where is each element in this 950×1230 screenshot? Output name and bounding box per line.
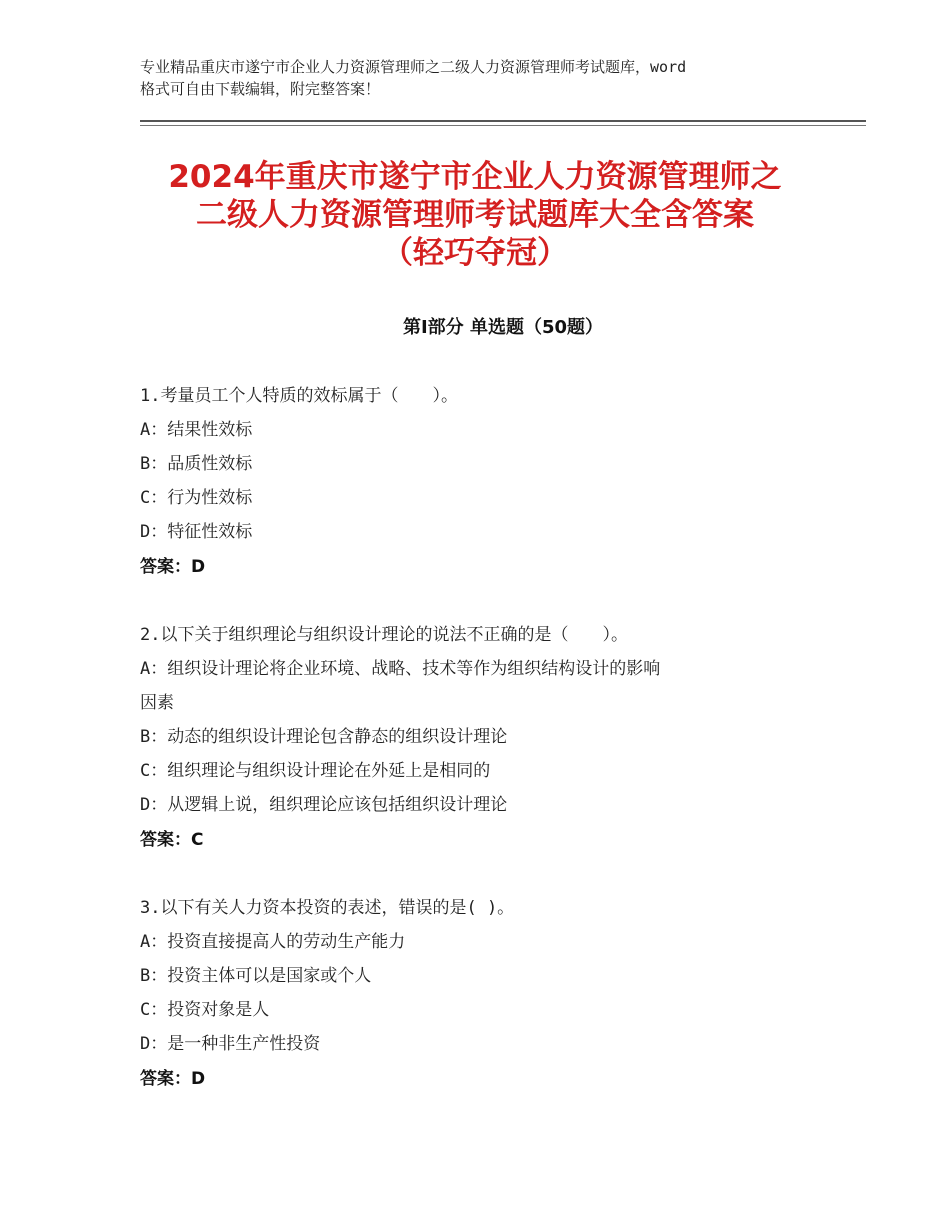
- header-divider-thin: [140, 125, 866, 126]
- question-2-answer: 答案：C: [140, 830, 204, 850]
- question-2-stem: 2.以下关于组织理论与组织设计理论的说法不正确的是（ ）。: [140, 625, 628, 645]
- question-2-option-b: B：动态的组织设计理论包含静态的组织设计理论: [140, 727, 508, 747]
- question-1-option-c: C：行为性效标: [140, 488, 253, 508]
- question-2-option-c: C：组织理论与组织设计理论在外延上是相同的: [140, 761, 491, 781]
- document-title-line-2: 二级人力资源管理师考试题库大全含答案: [196, 197, 754, 233]
- question-1-answer: 答案：D: [140, 557, 206, 577]
- question-3-answer: 答案：D: [140, 1069, 206, 1089]
- header-note: [140, 56, 840, 100]
- question-3-option-a: A：投资直接提高人的劳动生产能力: [140, 932, 406, 952]
- section-title: 第Ⅰ部分 单选题（50题）: [402, 317, 603, 338]
- header-note-line-2: 格式可自由下载编辑，附完整答案！: [140, 80, 381, 98]
- question-1-option-b: B：品质性效标: [140, 454, 253, 474]
- question-2-option-d: D：从逻辑上说，组织理论应该包括组织设计理论: [140, 795, 508, 815]
- document-title: [80, 158, 870, 272]
- question-2-option-a-line-2: 因素: [140, 693, 174, 713]
- question-3-option-c: C：投资对象是人: [140, 1000, 270, 1020]
- question-2-option-a-line-1: A：组织设计理论将企业环境、战略、技术等作为组织结构设计的影响: [140, 659, 661, 679]
- header-note-line-1: 专业精品重庆市遂宁市企业人力资源管理师之二级人力资源管理师考试题库，word: [140, 58, 687, 76]
- question-3-option-b: B：投资主体可以是国家或个人: [140, 966, 372, 986]
- question-1-option-d: D：特征性效标: [140, 522, 253, 542]
- document-title-line-1: 2024年重庆市遂宁市企业人力资源管理师之: [168, 159, 782, 195]
- question-3-stem: 3.以下有关人力资本投资的表述，错误的是( )。: [140, 898, 515, 918]
- header-divider-thick: [140, 120, 866, 122]
- question-3-option-d: D：是一种非生产性投资: [140, 1034, 321, 1054]
- question-1-option-a: A：结果性效标: [140, 420, 253, 440]
- document-title-line-3: （轻巧夺冠）: [382, 235, 568, 271]
- question-1-stem: 1.考量员工个人特质的效标属于（ ）。: [140, 386, 458, 406]
